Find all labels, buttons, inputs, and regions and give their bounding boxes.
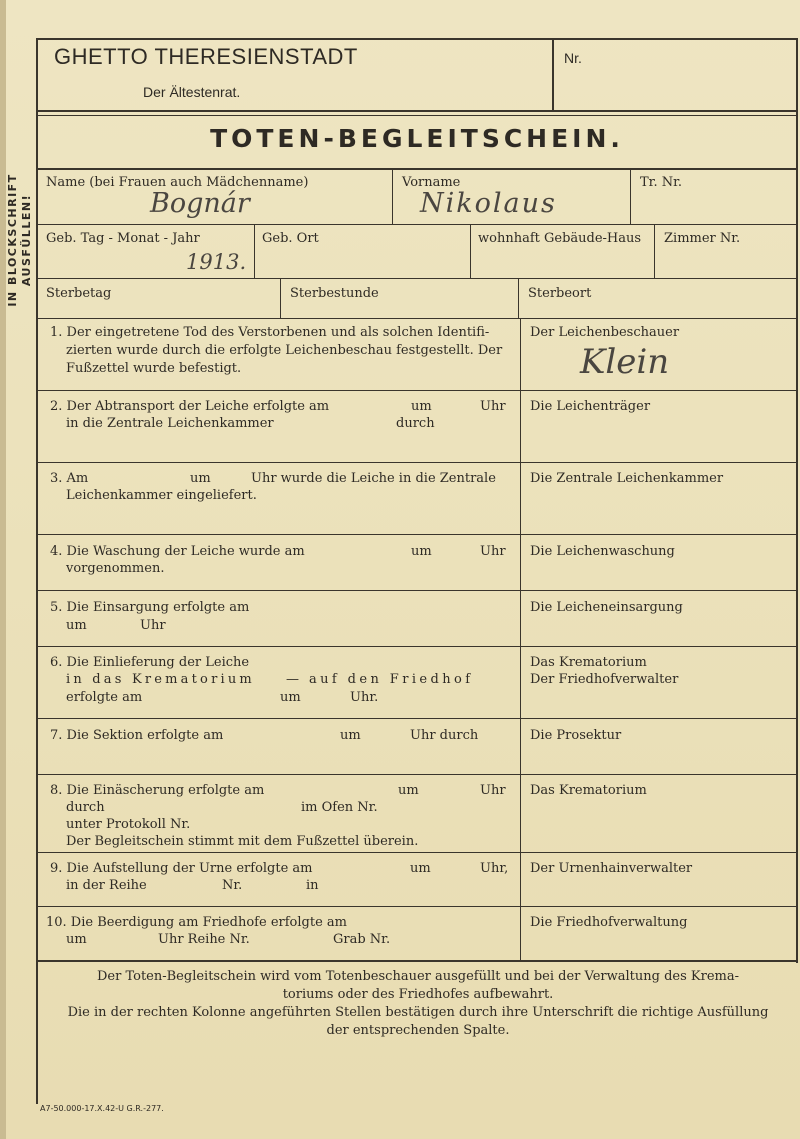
step2-line1: 2. Der Abtransport der Leiche erfolgte am bbox=[50, 399, 330, 414]
row-birth-div3 bbox=[654, 224, 655, 278]
row-name-top bbox=[36, 168, 798, 170]
step6-line3a: erfolgte am bbox=[66, 690, 143, 705]
step9-line1: 9. Die Aufstellung der Urne erfolgte am bbox=[50, 861, 313, 876]
footer-line1: Der Toten-Begleitschein wird vom Totenbeschauer ausgefüllt und bei der Verwaltung des Krema- bbox=[97, 969, 739, 984]
step8-protokoll: unter Protokoll Nr. bbox=[66, 817, 191, 832]
row-death-div1 bbox=[280, 278, 281, 318]
row-name-div1 bbox=[392, 168, 393, 224]
step10-line1: 10. Die Beerdigung am Friedhofe erfolgte am bbox=[46, 915, 347, 930]
row-name-div2 bbox=[630, 168, 631, 224]
row-birth-top bbox=[36, 224, 798, 225]
step5-uhr: Uhr bbox=[140, 618, 166, 633]
step9-in: in bbox=[306, 878, 319, 893]
step6-line3b: um bbox=[280, 690, 301, 705]
footer-line4: der entsprechenden Spalte. bbox=[326, 1023, 510, 1038]
row-death-top bbox=[36, 278, 798, 279]
step2-bottom bbox=[36, 462, 798, 463]
step3-line2: Leichenkammer eingeliefert. bbox=[66, 488, 257, 503]
step8-ofen: im Ofen Nr. bbox=[301, 800, 378, 815]
frame-right bbox=[796, 38, 798, 963]
room-label: Zimmer Nr. bbox=[664, 231, 741, 246]
step8-um: um bbox=[398, 783, 419, 798]
step10-grab: Grab Nr. bbox=[333, 932, 391, 947]
step2-line2: in die Zentrale Leichenkammer bbox=[66, 416, 274, 431]
step4-uhr: Uhr bbox=[480, 544, 506, 559]
step4-line2: vorgenommen. bbox=[66, 561, 165, 576]
step9-uhr: Uhr, bbox=[480, 861, 509, 876]
step6-line3c: Uhr. bbox=[350, 690, 379, 705]
name-value: Bognár bbox=[150, 188, 250, 219]
step4-um: um bbox=[411, 544, 432, 559]
header-subtitle: Der Ältestenrat. bbox=[143, 84, 241, 100]
step8-line4: Der Begleitschein stimmt mit dem Fußzettel überein. bbox=[66, 834, 419, 849]
step3-rest: Uhr wurde die Leiche in die Zentrale bbox=[251, 471, 496, 486]
header-bottom-rule-2 bbox=[36, 115, 798, 116]
step8-durch: durch bbox=[66, 800, 105, 815]
vorname-label: Vorname bbox=[402, 175, 461, 190]
step9-reihe: in der Reihe bbox=[66, 878, 147, 893]
row-death-div2 bbox=[518, 278, 519, 318]
step1-bottom bbox=[36, 390, 798, 391]
footer-line2: toriums oder des Friedhofes aufbewahrt. bbox=[282, 987, 554, 1002]
step4-right: Die Leichenwaschung bbox=[530, 544, 675, 559]
step6-right1: Das Krematorium bbox=[530, 655, 647, 670]
header-divider bbox=[552, 38, 554, 110]
footer-line3: Die in der rechten Kolonne angeführten Stellen bestätigen durch ihre Unterschrift die richtige Ausfüllung bbox=[67, 1005, 769, 1020]
residence-label: wohnhaft Gebäude-Haus bbox=[478, 231, 642, 246]
birth-value: 1913. bbox=[186, 250, 247, 274]
step10-right: Die Friedhofverwaltung bbox=[530, 915, 688, 930]
step7-line1: 7. Die Sektion erfolgte am bbox=[50, 728, 224, 743]
step9-bottom bbox=[36, 906, 798, 907]
death-place-label: Sterbeort bbox=[528, 286, 592, 301]
step8-line1: 8. Die Einäscherung erfolgte am bbox=[50, 783, 265, 798]
step5-bottom bbox=[36, 646, 798, 647]
step6-line1: 6. Die Einlieferung der Leiche bbox=[50, 655, 250, 670]
step8-uhr: Uhr bbox=[480, 783, 506, 798]
step2-durch: durch bbox=[396, 416, 435, 431]
step2-right: Die Leichenträger bbox=[530, 399, 651, 414]
step7-um: um bbox=[340, 728, 361, 743]
step1-right: Der Leichenbeschauer bbox=[530, 325, 680, 340]
death-hour-label: Sterbestunde bbox=[290, 286, 379, 301]
row-birth-div1 bbox=[254, 224, 255, 278]
frame-left bbox=[36, 38, 38, 1104]
step10-um: um bbox=[66, 932, 87, 947]
name-label: Name (bei Frauen auch Mädchenname) bbox=[46, 175, 309, 190]
steps-bottom-rule bbox=[36, 960, 798, 962]
steps-column-divider bbox=[520, 318, 521, 960]
sidebar-note-text bbox=[6, 173, 34, 306]
sidebar-note-line2: AUSFÜLLEN! bbox=[20, 193, 33, 287]
form-title: TOTEN-BEGLEITSCHEIN. bbox=[210, 124, 624, 153]
birthplace-label: Geb. Ort bbox=[262, 231, 319, 246]
header-top-rule bbox=[36, 38, 798, 40]
step9-right: Der Urnenhainverwalter bbox=[530, 861, 693, 876]
step5-right: Die Leicheneinsargung bbox=[530, 600, 683, 615]
tr-nr-label: Tr. Nr. bbox=[640, 175, 683, 190]
step6-krematorium: in das Krematorium bbox=[66, 672, 255, 687]
step7-rest: Uhr durch bbox=[410, 728, 479, 743]
sidebar-note-line1: IN BLOCKSCHRIFT bbox=[6, 173, 19, 307]
footer-note bbox=[40, 968, 796, 1040]
step7-bottom bbox=[36, 774, 798, 775]
header-nr-label: Nr. bbox=[564, 50, 582, 66]
step8-right: Das Krematorium bbox=[530, 783, 647, 798]
print-code: A7-50.000-17.X.42-U G.R.-277. bbox=[40, 1104, 164, 1113]
step3-bottom bbox=[36, 534, 798, 535]
step6-bottom bbox=[36, 718, 798, 719]
step5-um: um bbox=[66, 618, 87, 633]
step2-uhr: Uhr bbox=[480, 399, 506, 414]
step8-bottom bbox=[36, 852, 798, 853]
row-birth-div2 bbox=[470, 224, 471, 278]
steps-top bbox=[36, 318, 798, 319]
vorname-value: Nikolaus bbox=[420, 188, 557, 219]
sidebar-note bbox=[2, 160, 38, 320]
header-bottom-rule-1 bbox=[36, 110, 798, 112]
step1-signature: Klein bbox=[580, 342, 670, 382]
step4-line1: 4. Die Waschung der Leiche wurde am bbox=[50, 544, 305, 559]
step7-right: Die Prosektur bbox=[530, 728, 622, 743]
step5-line1: 5. Die Einsargung erfolgte am bbox=[50, 600, 250, 615]
step1-line1: 1. Der eingetretene Tod des Verstorbenen und als solchen Identifi- bbox=[50, 325, 490, 340]
step1-line3: Fußzettel wurde befestigt. bbox=[66, 361, 242, 376]
step4-bottom bbox=[36, 590, 798, 591]
step3-um: um bbox=[190, 471, 211, 486]
step2-um: um bbox=[411, 399, 432, 414]
step3-line1: 3. Am bbox=[50, 471, 89, 486]
step10-uhr-reihe: Uhr Reihe Nr. bbox=[158, 932, 250, 947]
step1-line2: zierten wurde durch die erfolgte Leichenbeschau festgestellt. Der bbox=[66, 343, 503, 358]
step9-nr: Nr. bbox=[222, 878, 243, 893]
step3-right: Die Zentrale Leichenkammer bbox=[530, 471, 724, 486]
birth-label: Geb. Tag - Monat - Jahr bbox=[46, 231, 200, 246]
death-day-label: Sterbetag bbox=[46, 286, 112, 301]
header-title: GHETTO THERESIENSTADT bbox=[54, 44, 358, 69]
step6-friedhof: auf den Friedhof bbox=[309, 672, 474, 687]
step9-um: um bbox=[410, 861, 431, 876]
step6-dash: — bbox=[286, 672, 299, 687]
step6-right2: Der Friedhofverwalter bbox=[530, 672, 679, 687]
